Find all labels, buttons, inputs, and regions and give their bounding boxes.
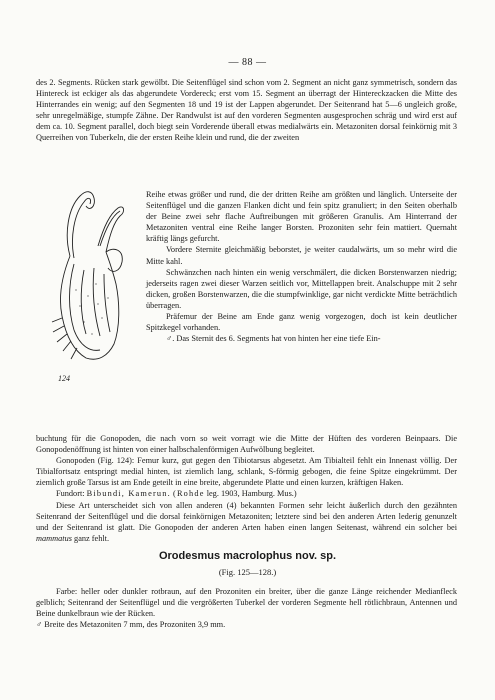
paragraph: Schwänzchen nach hinten ein wenig verschmälert, die dicken Borstenwarzen niedrig; jederseits ragen zwei dieser Warzen seitlich vor, Mittellappen breit. Analschuppe mit 2 sehr dicken, großen Borstenwarzen, die die stumpfwinklige, gar nicht verdickte Mitte beträchtlich überragen. (146, 267, 457, 310)
paragraph: Reihe etwas größer und rund, die der dritten Reihe am größten und länglich. Unterseite der Seitenflügel und die ganzen Flanken dicht und fein spitz granuliert; in den Seiten oberhalb der Beine zwei sehr flache Auftreibungen mit größeren Granulis. Am Hinterrand der Metazoniten ventral eine Reihe langer Borsten. Prozoniten sehr fein mattiert. Quernaht kräftig längs gefurcht. (146, 190, 457, 244)
figure-label: 124 (58, 374, 70, 383)
paragraph: Vordere Sternite gleichmäßig beborstet, je weiter caudalwärts, um so mehr wird die Mitte kahl. (146, 245, 457, 266)
paragraph: buchtung für die Gonopoden, die nach vorn so weit vorragt wie die Mitte der Hüften des vorderen Beinpaars. Die Gonopodenöffnung ist hinten von einer halbschalenförmigen Aufwölbung begleitet. (36, 434, 457, 455)
paragraph: ♂ Breite des Metazoniten 7 mm, des Prozoniten 3,9 mm. (36, 620, 226, 630)
paragraph: Präfemur der Beine am Ende ganz wenig vorgezogen, doch ist kein deutlicher Spitzkegel vorhanden. (146, 312, 457, 333)
locality-label: Fundort: (56, 489, 85, 499)
text-block-final (36, 586, 457, 630)
locality-place: Bibundi, Kamerun. (86, 489, 171, 499)
species-name: mammatus (36, 533, 72, 543)
species-heading: Orodesmus macrolophus nov. sp. (158, 550, 337, 562)
locality-paragraph (36, 488, 457, 499)
tarsus-hook (98, 207, 124, 252)
paragraph: Farbe: heller oder dunkler rotbraun, auf den Prozoniten ein breiter, über die ganze Länge reichender Medianfleck gelblich; Seitenrand der Seitenflügel und die vergrößerten Tuberkel der vorderen Segmente hell rötlichbraun, Antennen und Beine dunkelbraun wie der Rücken. (36, 587, 457, 619)
gonopod-figure (40, 186, 140, 371)
page-number: — 88 — (228, 57, 267, 68)
text-block-bottom (36, 433, 457, 544)
paragraph: des 2. Segments. Rücken stark gewölbt. Die Seitenflügel sind schon vom 2. Segment an nicht ganz symmetrisch, sondern das Hintereck ist eckiger als das abgerundete Vordereck; erst vom 15. Segment an überragt der Hintereckzacken die Mitte des Hinterrandes ein wenig; auf den Segmenten 18 und 19 ist der Lappen abgerundet. Der Seitenrand hat 5—6 ungleich große, sehr unregelmäßige, stumpfe Zähne. Der Randwulst ist auf den vorderen Segmenten ausgesprochen schräg und wird erst auf dem ca. 10. Segment parallel, doch biegt sein Vorderende überall etwas medialwärts ein. Metazoniten dorsal feinkörnig mit 3 Querreihen von Tuberkeln, die der ersten Reihe klein und rund, die der zweiten (36, 78, 457, 143)
text-block-beside-figure (146, 189, 457, 344)
locality-collector: (Rohde (172, 489, 205, 499)
locality-rest: leg. 1903, Hamburg. Mus.) (206, 489, 297, 499)
text-block-top (36, 77, 457, 144)
diagnosis-paragraph (36, 500, 457, 544)
diagnosis-end: ganz fehlt. (74, 533, 110, 543)
paragraph: ♂. Das Sternit des 6. Segments hat von hinten her eine tiefe Ein- (166, 334, 381, 344)
diagnosis-text: Diese Art unterscheidet sich von allen anderen (4) bekannten Formen sehr leicht äußerlich durch den gezähnten Seitenrand der Seitenflügel und die dorsal feinkörnigen Metazoniten; letztere sind bei den anderen Arten lederig genunzelt und der Seitenrand ist glatt. Die Gonopoden der anderen Arten haben einen langen Seitenast, während ein solcher bei (36, 500, 457, 532)
paragraph: Gonopoden (Fig. 124): Femur kurz, gut gegen den Tibiotarsus abgesetzt. Am Tibialteil fehlt ein Innenast völlig. Der Tibialfortsatz entspringt medial hinten, ist ziemlich lang, schlank, S-förmig gebogen, die feine Spitze eingekrümmt. Der ziemlich große Tarsus ist am Ende geteilt in eine breite, abgerundete Platte und einen kurzen, kräftigen Haken. (36, 456, 457, 488)
figure-reference: (Fig. 125—128.) (218, 567, 277, 577)
